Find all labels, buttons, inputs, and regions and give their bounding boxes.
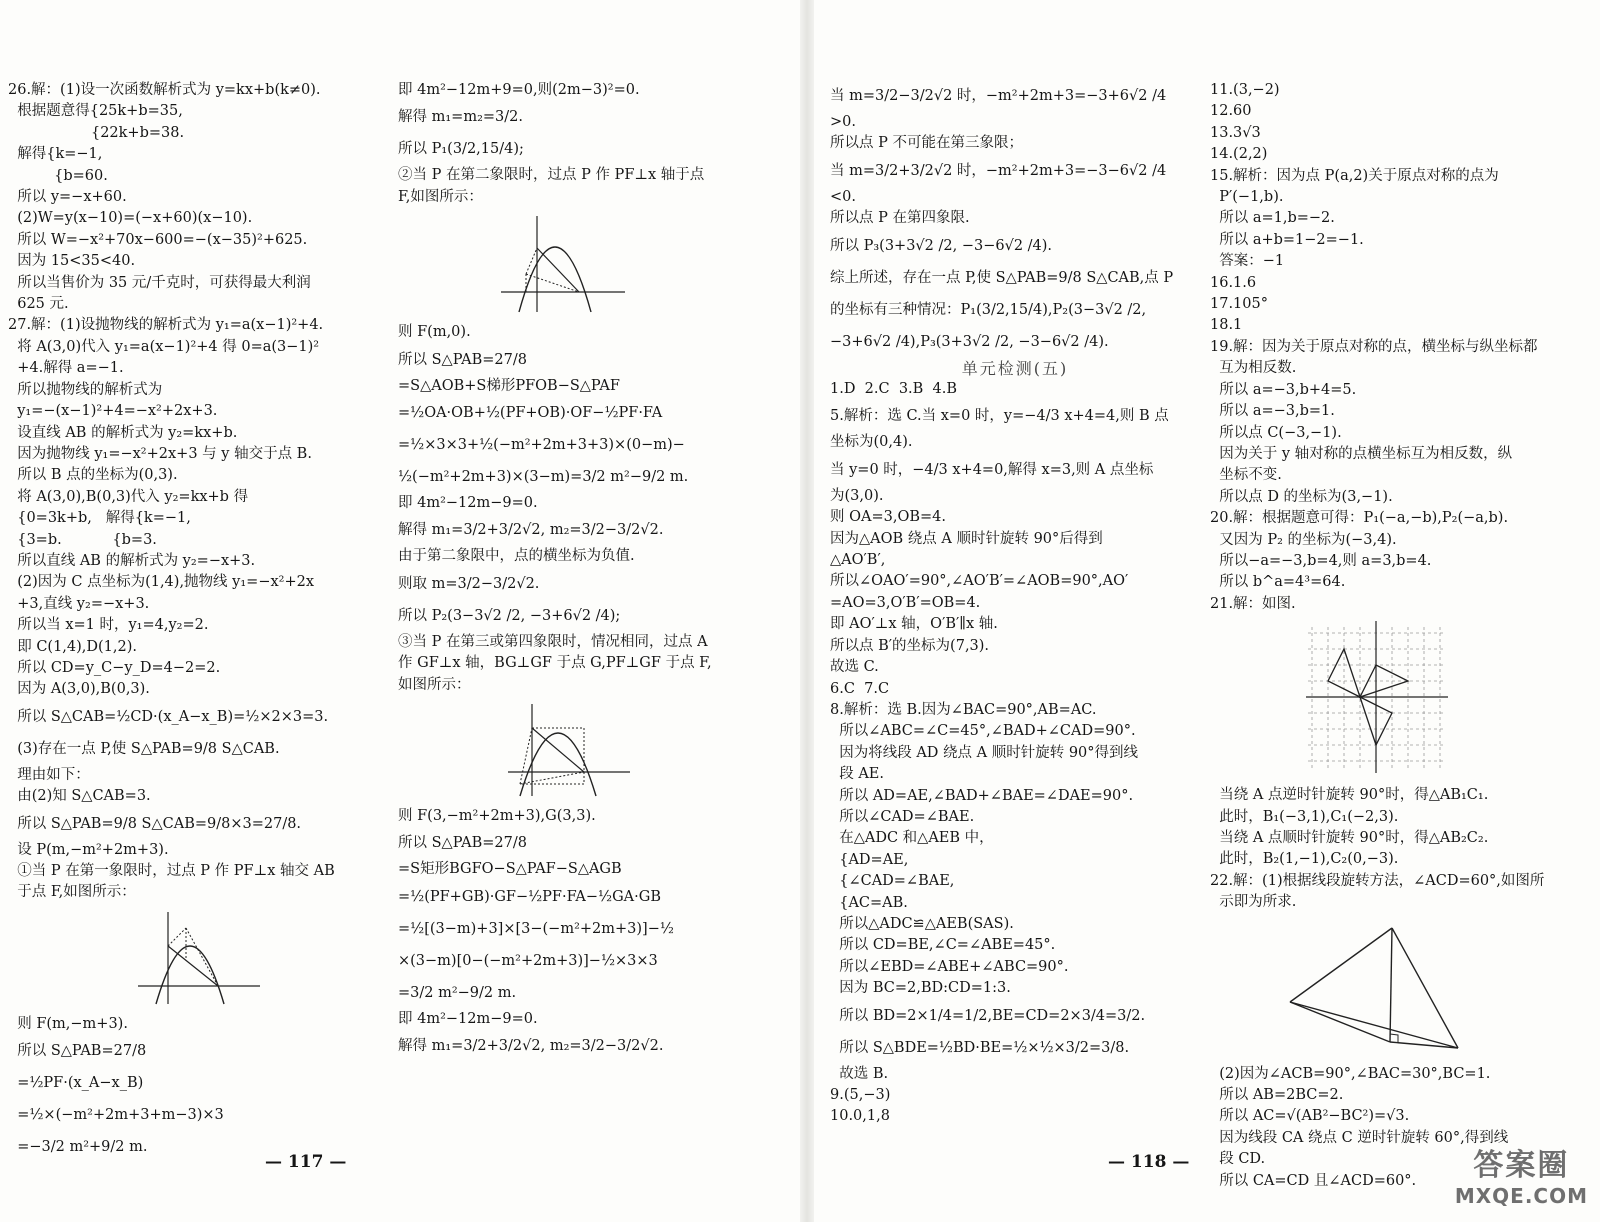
- text-line: 所以 P₂(3−3√2 /2, −3+6√2 /4);: [398, 607, 621, 624]
- text-line: 当绕 A 点顺时针旋转 90°时，得△AB₂C₂.: [1210, 829, 1489, 846]
- text-line: △AO′B′,: [830, 552, 886, 569]
- text-line: 因为关于 y 轴对称的点横坐标互为相反数，纵: [1210, 445, 1513, 462]
- text-line: 所以∠OAO′=90°,∠AO′B′=∠AOB=90°,AO′: [830, 573, 1129, 590]
- text-line: 因为△AOB 绕点 A 顺时针旋转 90°后得到: [830, 530, 1103, 547]
- text-line: 因为抛物线 y₁=−x²+2x+3 与 y 轴交于点 B.: [8, 445, 312, 462]
- text-line: 14.(2,2): [1210, 146, 1268, 163]
- column-4: [1210, 80, 1590, 1192]
- text-line: 解得 m₁=3/2+3/2√2, m₂=3/2−3/2√2.: [398, 1038, 664, 1055]
- text-line: 19.解：因为关于原点对称的点，横坐标与纵坐标都: [1210, 338, 1538, 355]
- text-line: =3/2 m²−9/2 m.: [398, 984, 517, 1001]
- text-line: 示即为所求.: [1210, 894, 1297, 911]
- parabola-figure-quadrant-2: [398, 212, 778, 316]
- text-line: =AO=3,O′B′=OB=4.: [830, 594, 981, 611]
- text-line: 所以点 P 在第四象限.: [830, 210, 970, 227]
- text-line: 则取 m=3/2−3/2√2.: [398, 575, 540, 592]
- parabola-figure-quadrant-3-4: [398, 700, 778, 800]
- text-line: 此时，B₁(−3,1),C₁(−2,3).: [1210, 808, 1399, 825]
- text-line: 当绕 A 点逆时针旋转 90°时，得△AB₁C₁.: [1210, 787, 1489, 804]
- text-line: ①当 P 在第一象限时，过点 P 作 PF⊥x 轴交 AB: [8, 863, 335, 879]
- text-line: =½(PF+GB)·GF−½PF·FA−½GA·GB: [398, 888, 661, 905]
- text-line: 于点 F,如图所示：: [8, 884, 136, 901]
- text-line: 所以 S△CAB=½CD·(x_A−x_B)=½×2×3=3.: [8, 708, 329, 725]
- text-line: 互为相反数.: [1210, 360, 1297, 377]
- text-line: {0=3k+b, 解得{k=−1,: [8, 510, 191, 527]
- text-line: ③当 P 在第三或第四象限时，情况相同，过点 A: [398, 633, 708, 650]
- text-line: 的坐标有三种情况：P₁(3/2,15/4),P₂(3−3√2 /2,: [830, 301, 1147, 318]
- text-line: >0.: [830, 114, 856, 130]
- text-line: 所以 b^a=4³=64.: [1210, 574, 1346, 591]
- text-line: 如图所示：: [398, 676, 471, 693]
- text-line: 所以点 D 的坐标为(3,−1).: [1210, 488, 1393, 505]
- text-line: 所以点 B′的坐标为(7,3).: [830, 637, 990, 654]
- text-line: <0.: [830, 188, 856, 205]
- text-line: 所以直线 AB 的解析式为 y₂=−x+3.: [8, 552, 256, 569]
- text-line: 所以△ADC≌△AEB(SAS).: [830, 915, 1014, 932]
- text-line: 5.解析：选 C.当 x=0 时，y=−4/3 x+4=4,则 B 点: [830, 408, 1169, 425]
- text-line: 13.3√3: [1210, 124, 1261, 141]
- text-line: 因为线段 CA 绕点 C 逆时针旋转 60°,得到线: [1210, 1129, 1509, 1146]
- text-line: 17.105°: [1210, 296, 1268, 313]
- text-line: =S矩形BGFO−S△PAF−S△AGB: [398, 861, 622, 878]
- text-line: =½OA·OB+½(PF+OB)·OF−½PF·FA: [398, 405, 663, 422]
- text-line: 所以当售价为 35 元/千克时，可获得最大利润: [8, 274, 311, 291]
- text-line: {AD=AE,: [830, 851, 909, 868]
- text-line: =½×(−m²+2m+3+m−3)×3: [8, 1107, 224, 1124]
- text-line: 此时，B₂(1,−1),C₂(0,−3).: [1210, 851, 1399, 868]
- text-line: 所以抛物线的解析式为: [8, 381, 163, 398]
- text-line: 当 m=3/2−3/2√2 时，−m²+2m+3=−3+6√2 /4: [830, 88, 1167, 104]
- text-line: 625 元.: [8, 296, 69, 313]
- text-line: 解得{k=−1,: [8, 146, 103, 163]
- text-line: 1.D 2.C 3.B 4.B: [830, 381, 958, 398]
- page-number-left: — 117 —: [265, 1152, 347, 1172]
- text-line: 16.1.6: [1210, 274, 1257, 291]
- text-line: (2)因为 C 点坐标为(1,4),抛物线 y₁=−x²+2x: [8, 574, 315, 591]
- text-line: 22.解：(1)根据线段旋转方法，∠ACD=60°,如图所: [1210, 872, 1545, 889]
- text-line: 将 A(3,0),B(0,3)代入 y₂=kx+b 得: [8, 488, 249, 505]
- text-line: (2)W=y(x−10)=(−x+60)(x−10).: [8, 210, 253, 227]
- text-line: 段 AE.: [830, 766, 884, 783]
- text-line: 因为 BC=2,BD:CD=1:3.: [830, 980, 1011, 997]
- text-line: {3=b. {b=3.: [8, 531, 157, 548]
- text-line: 所以 AC=√(AB²−BC²)=√3.: [1210, 1108, 1410, 1125]
- column-3: [830, 80, 1200, 1128]
- text-line: ②当 P 在第二象限时，过点 P 作 PF⊥x 轴于点: [398, 167, 705, 184]
- text-line: 综上所述，存在一点 P,使 S△PAB=9/8 S△CAB,点 P: [830, 269, 1174, 286]
- text-line: 即 AO′⊥x 轴，O′B′∥x 轴.: [830, 616, 998, 633]
- text-line: 所以 S△PAB=9/8 S△CAB=9/8×3=27/8.: [8, 815, 302, 832]
- text-line: 12.60: [1210, 103, 1252, 120]
- text-line: {∠CAD=∠BAE,: [830, 873, 955, 890]
- page-number-right: — 118 —: [1108, 1152, 1190, 1172]
- text-line: 作 GF⊥x 轴，BG⊥GF 于点 G,PF⊥GF 于点 F,: [398, 655, 712, 672]
- text-line: 由(2)知 S△CAB=3.: [8, 788, 151, 805]
- text-line: 15.解析：因为点 P(a,2)关于原点对称的点为: [1210, 167, 1499, 184]
- text-line: =½[(3−m)+3]×[3−(−m²+2m+3)]−½: [398, 920, 674, 937]
- text-line: 18.1: [1210, 317, 1243, 334]
- text-line: ×(3−m)[0−(−m²+2m+3)]−½×3×3: [398, 952, 658, 969]
- text-line: 因为 A(3,0),B(0,3).: [8, 681, 150, 698]
- text-line: 将 A(3,0)代入 y₁=a(x−1)²+4 得 0=a(3−1)²: [8, 338, 320, 355]
- text-line: {22k+b=38.: [8, 124, 185, 141]
- triangle-rotation-figure: [1210, 918, 1590, 1058]
- text-line: 段 CD.: [1210, 1151, 1266, 1168]
- text-line: ½(−m²+2m+3)×(3−m)=3/2 m²−9/2 m.: [398, 469, 689, 486]
- text-line: 9.(5,−3): [830, 1087, 891, 1103]
- text-line: 即 C(1,4),D(1,2).: [8, 638, 138, 655]
- text-line: 8.解析：选 B.因为∠BAC=90°,AB=AC.: [830, 701, 1097, 718]
- text-line: +3,直线 y₂=−x+3.: [8, 595, 150, 612]
- text-line: 即 4m²−12m−9=0.: [398, 495, 538, 512]
- text-line: 设 P(m,−m²+2m+3).: [8, 841, 169, 858]
- text-line: 理由如下：: [8, 766, 90, 783]
- text-line: 答案：−1: [1210, 253, 1285, 270]
- text-line: 故选 B.: [830, 1065, 889, 1082]
- text-line: y₁=−(x−1)²+4=−x²+2x+3.: [8, 403, 218, 420]
- text-line: 27.解：(1)设抛物线的解析式为 y₁=a(x−1)²+4.: [8, 317, 324, 334]
- text-line: −3+6√2 /4),P₃(3+3√2 /2, −3−6√2 /4).: [830, 333, 1109, 350]
- column-2: [398, 80, 778, 1062]
- text-line: 又因为 P₂ 的坐标为(−3,4).: [1210, 531, 1397, 548]
- text-line: (2)因为∠ACB=90°,∠BAC=30°,BC=1.: [1210, 1065, 1491, 1082]
- text-line: =S△AOB+S梯形PFOB−S△PAF: [398, 377, 620, 394]
- text-line: 6.C 7.C: [830, 680, 890, 697]
- text-line: 所以 AB=2BC=2.: [1210, 1087, 1344, 1103]
- text-line: 所以 CA=CD 且∠ACD=60°.: [1210, 1172, 1417, 1189]
- text-line: 解得 m₁=m₂=3/2.: [398, 109, 523, 126]
- text-line: 20.解：根据题意可得：P₁(−a,−b),P₂(−a,b).: [1210, 510, 1509, 527]
- text-line: 所以 a+b=1−2=−1.: [1210, 231, 1364, 248]
- text-line: {b=60.: [8, 167, 108, 184]
- text-line: 为(3,0).: [830, 487, 884, 504]
- text-line: {AC=AB.: [830, 894, 908, 911]
- text-line: 坐标为(0,4).: [830, 434, 913, 451]
- text-line: 则 F(m,0).: [398, 324, 471, 341]
- text-line: 所以 a=1,b=−2.: [1210, 210, 1335, 227]
- text-line: 故选 C.: [830, 659, 879, 676]
- text-line: 所以 CD=y_C−y_D=4−2=2.: [8, 659, 221, 676]
- text-line: P′(−1,b).: [1210, 189, 1284, 206]
- text-line: 坐标不变.: [1210, 467, 1282, 484]
- page-gutter: [800, 0, 814, 1222]
- text-line: 21.解：如图.: [1210, 595, 1296, 612]
- text-line: 所以 P₁(3/2,15/4);: [398, 141, 524, 158]
- text-line: 设直线 AB 的解析式为 y₂=kx+b.: [8, 424, 238, 441]
- text-line: 所以当 x=1 时，y₁=4,y₂=2.: [8, 617, 209, 634]
- text-line: 则 F(3,−m²+2m+3),G(3,3).: [398, 808, 596, 825]
- text-line: 在△ADC 和△AEB 中，: [830, 830, 994, 847]
- column-1: [8, 80, 380, 1163]
- text-line: 所以 CD=BE,∠C=∠ABE=45°.: [830, 937, 1056, 954]
- text-line: =½×3×3+½(−m²+2m+3+3)×(0−m)−: [398, 437, 685, 454]
- text-line: 由于第二象限中，点的横坐标为负值.: [398, 548, 635, 565]
- text-line: (3)存在一点 P,使 S△PAB=9/8 S△CAB.: [8, 740, 280, 757]
- text-line: 所以 AD=AE,∠BAD+∠BAE=∠DAE=90°.: [830, 787, 1134, 804]
- text-line: 所以 W=−x²+70x−600=−(x−35)²+625.: [8, 231, 308, 248]
- text-line: 所以 B 点的坐标为(0,3).: [8, 467, 178, 484]
- text-line: 11.(3,−2): [1210, 82, 1280, 98]
- text-line: =−3/2 m²+9/2 m.: [8, 1139, 148, 1156]
- text-line: 所以∠EBD=∠ABE+∠ABC=90°.: [830, 958, 1069, 975]
- text-line: 因为 15<35<40.: [8, 253, 136, 270]
- text-line: 所以∠ABC=∠C=45°,∠BAD+∠CAD=90°.: [830, 723, 1136, 740]
- text-line: 10.0,1,8: [830, 1108, 890, 1125]
- text-line: 即 4m²−12m+9=0,则(2m−3)²=0.: [398, 82, 640, 98]
- text-line: 解得 m₁=3/2+3/2√2, m₂=3/2−3/2√2.: [398, 522, 664, 539]
- text-line: 则 OA=3,OB=4.: [830, 509, 946, 526]
- text-line: 当 m=3/2+3/2√2 时，−m²+2m+3=−3−6√2 /4: [830, 162, 1167, 179]
- text-line: 所以∠CAD=∠BAE.: [830, 808, 975, 825]
- watermark-url: MXQE.COM: [1454, 1184, 1588, 1208]
- text-line: +4.解得 a=−1.: [8, 360, 124, 377]
- text-line: 因为将线段 AD 绕点 A 顺时针旋转 90°得到线: [830, 744, 1139, 761]
- text-line: 根据题意得{25k+b=35,: [8, 103, 183, 120]
- watermark: [1455, 1140, 1588, 1208]
- text-line: F,如图所示：: [398, 188, 483, 205]
- parabola-figure-quadrant-1: [8, 908, 380, 1008]
- text-line: =½PF·(x_A−x_B): [8, 1075, 144, 1092]
- text-line: 则 F(m,−m+3).: [8, 1015, 128, 1032]
- text-line: 所以 a=−3,b+4=5.: [1210, 381, 1357, 398]
- text-line: 26.解：(1)设一次函数解析式为 y=kx+b(k≠0).: [8, 82, 321, 98]
- text-line: 所以 BD=2×1/4=1/2,BE=CD=2×3/4=3/2.: [830, 1007, 1146, 1024]
- text-line: 所以 a=−3,b=1.: [1210, 403, 1335, 420]
- text-line: 所以 P₃(3+3√2 /2, −3−6√2 /4).: [830, 237, 1053, 254]
- text-line: 所以点 C(−3,−1).: [1210, 424, 1342, 441]
- section-title: 单元检测(五): [961, 358, 1069, 378]
- text-line: 所以点 P 不可能在第三象限；: [830, 135, 1023, 152]
- text-line: 当 y=0 时，−4/3 x+4=0,解得 x=3,则 A 点坐标: [830, 461, 1154, 478]
- text-line: 所以 S△PAB=27/8: [398, 351, 527, 368]
- text-line: 所以 S△PAB=27/8: [8, 1043, 147, 1060]
- text-line: 即 4m²−12m−9=0.: [398, 1010, 538, 1027]
- grid-rotation-figure: [1210, 619, 1590, 779]
- text-line: 所以−a=−3,b=4,则 a=3,b=4.: [1210, 552, 1432, 569]
- text-line: 所以 S△BDE=½BD·BE=½×½×3/2=3/8.: [830, 1039, 1130, 1056]
- text-line: 所以 S△PAB=27/8: [398, 835, 527, 852]
- watermark-text: 答案圈: [1473, 1148, 1570, 1183]
- text-line: 所以 y=−x+60.: [8, 189, 127, 206]
